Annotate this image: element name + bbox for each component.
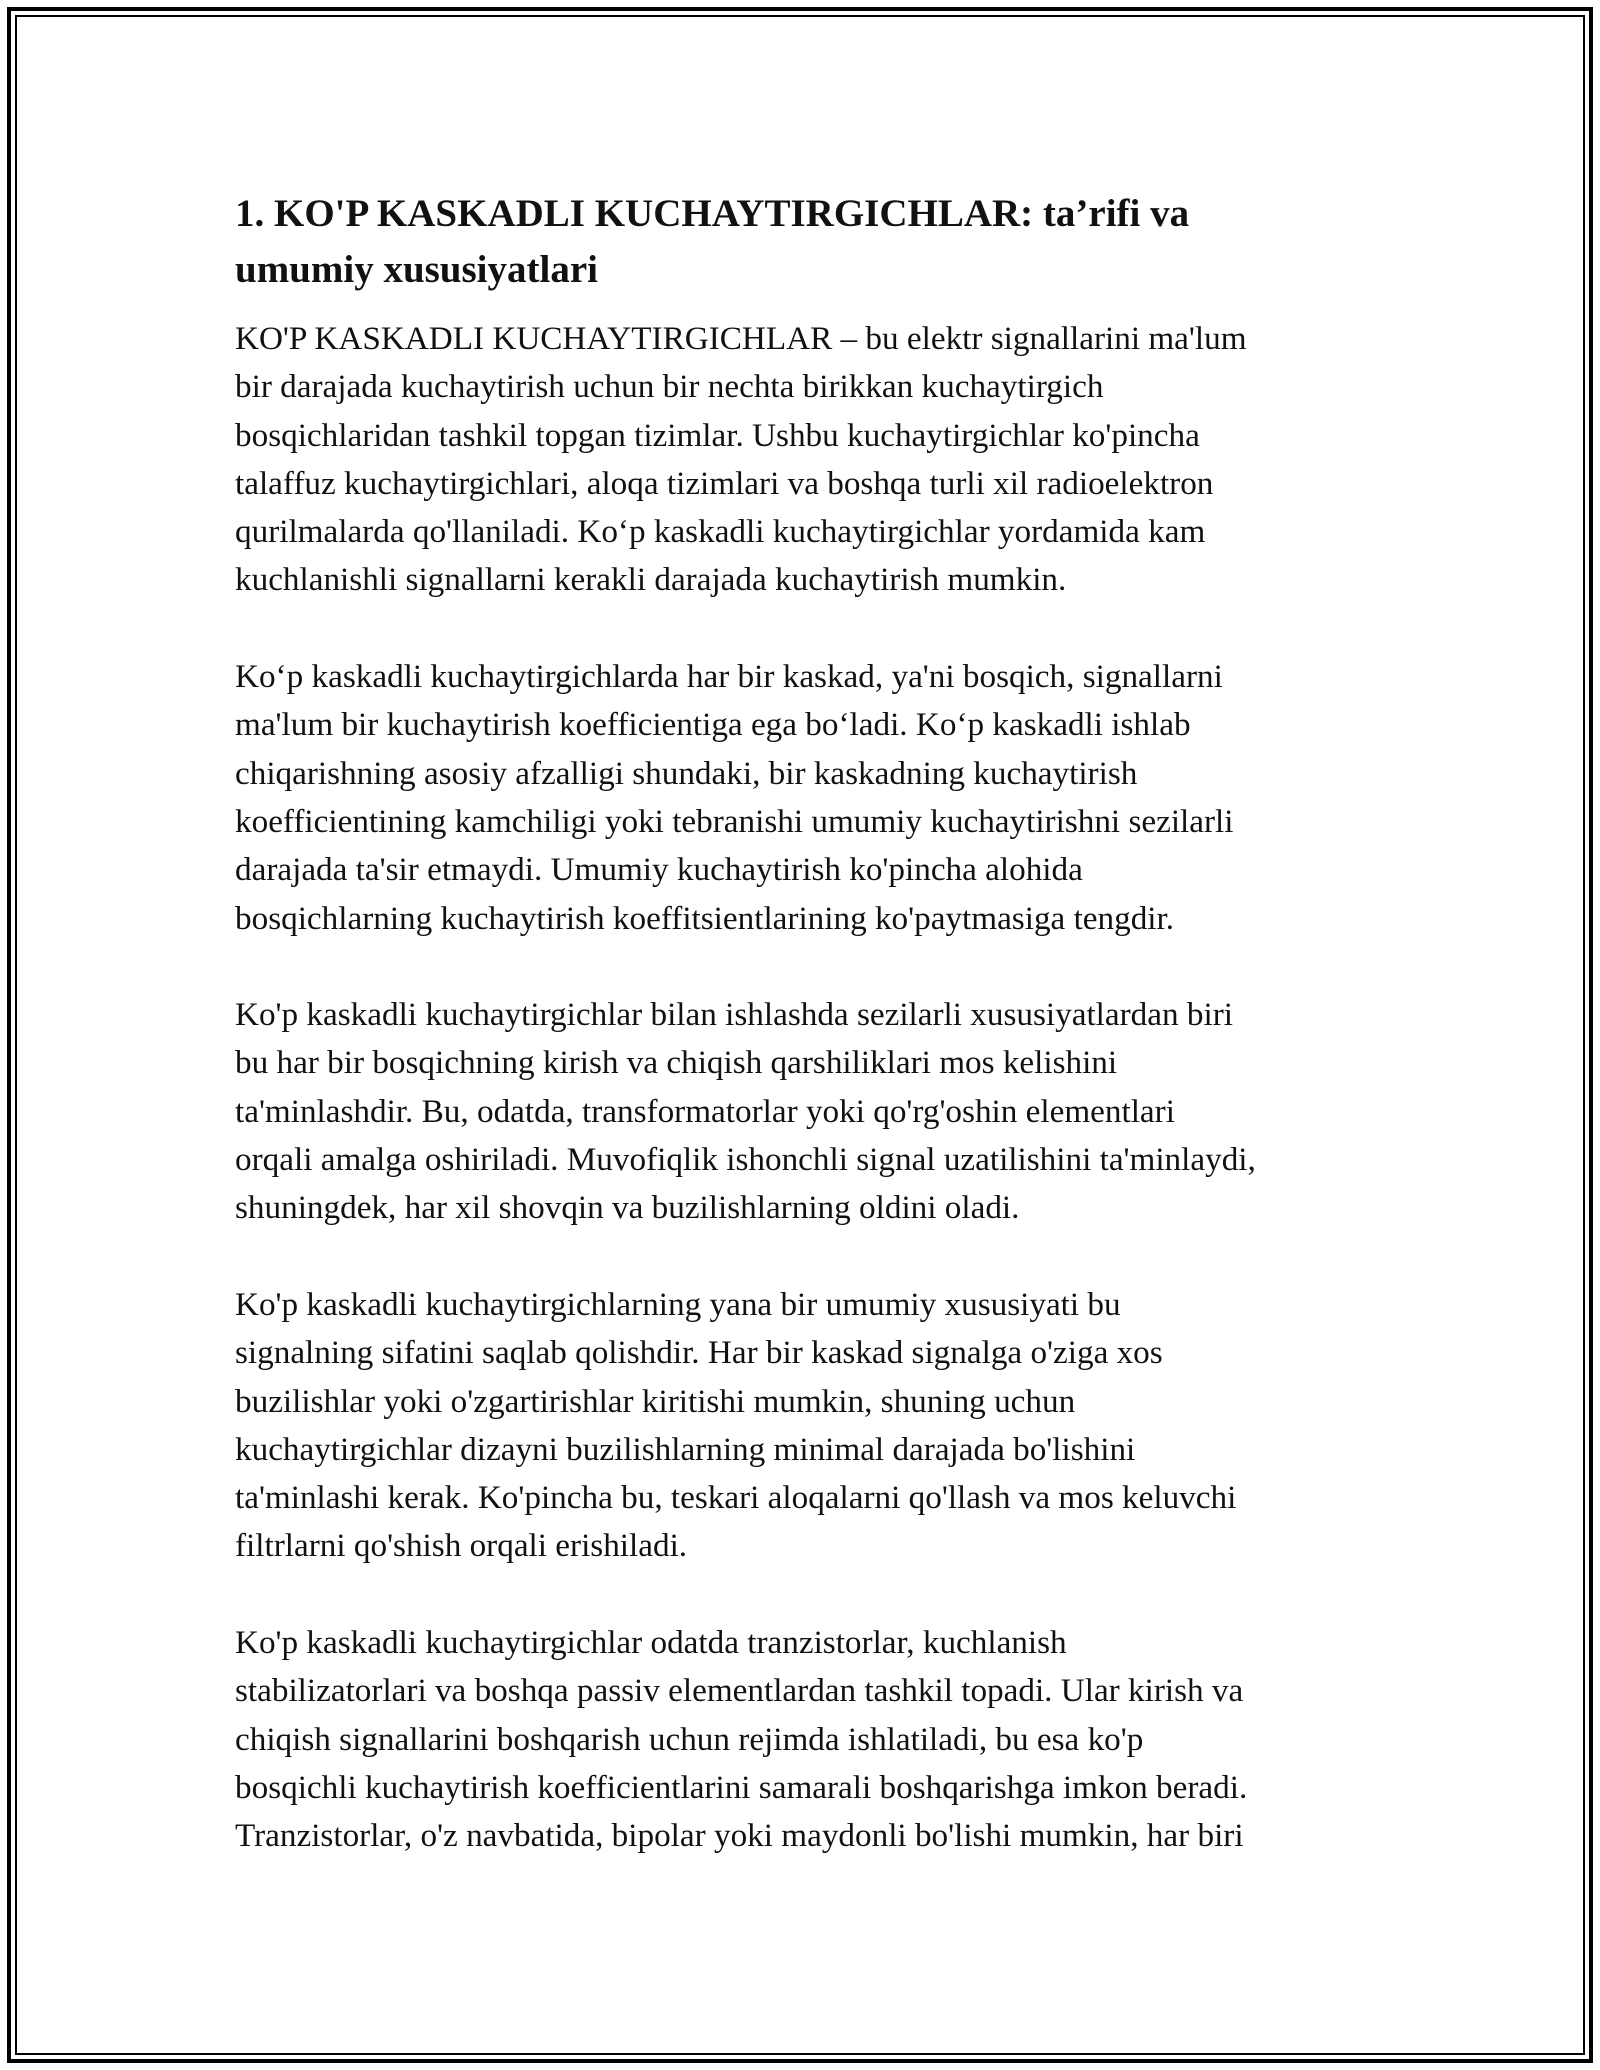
- paragraph-line: orqali amalga oshiriladi. Muvofiqlik ishonchli signal uzatilishini ta'minlaydi,: [235, 1141, 1256, 1179]
- paragraph-line: kuchlanishli signallarni kerakli darajada kuchaytirish mumkin.: [235, 561, 1067, 599]
- heading-line: 1. KO'P KASKADLI KUCHAYTIRGICHLAR: ta’rifi va: [235, 192, 1190, 235]
- paragraph-line: Ko'p kaskadli kuchaytirgichlarning yana bir umumiy xususiyati bu: [235, 1285, 1121, 1323]
- paragraph-line: filtrlarni qo'shish orqali erishiladi.: [235, 1527, 688, 1565]
- paragraph-line: bosqichlarning kuchaytirish koeffitsientlarining ko'paytmasiga tengdir.: [235, 899, 1175, 937]
- paragraph-line: Ko'p kaskadli kuchaytirgichlar bilan ishlashda sezilarli xususiyatlardan biri: [235, 996, 1233, 1034]
- paragraph-line: qurilmalarda qo'llaniladi. Koʻp kaskadli kuchaytirgichlar yordamida kam: [235, 513, 1206, 551]
- paragraph-line: bir darajada kuchaytirish uchun bir nechta birikkan kuchaytirgich: [235, 368, 1104, 406]
- paragraph-line: kuchaytirgichlar dizayni buzilishlarning minimal darajada bo'lishini: [235, 1430, 1136, 1468]
- paragraph-line: stabilizatorlari va boshqa passiv elementlardan tashkil topadi. Ular kirish va: [235, 1672, 1244, 1710]
- paragraph-line: koefficientining kamchiligi yoki tebranishi umumiy kuchaytirishni sezilarli: [235, 802, 1234, 840]
- paragraph-line: chiqish signallarini boshqarish uchun rejimda ishlatiladi, bu esa ko'p: [235, 1720, 1144, 1758]
- paragraph-line: bu har bir bosqichning kirish va chiqish qarshiliklari mos kelishini: [235, 1044, 1118, 1082]
- paragraph-line: Tranzistorlar, o'z navbatida, bipolar yoki maydonli bo'lishi mumkin, har biri: [235, 1817, 1244, 1855]
- heading-line: umumiy xususiyatlari: [235, 248, 598, 291]
- paragraph-line: KO'P KASKADLI KUCHAYTIRGICHLAR – bu elektr signallarini ma'lum: [235, 320, 1247, 357]
- paragraph-line: signalning sifatini saqlab qolishdir. Har bir kaskad signalga o'ziga xos: [235, 1334, 1163, 1372]
- paragraph: [235, 1619, 1375, 1860]
- paragraph-line: ta'minlashdir. Bu, odatda, transformatorlar yoki qo'rg'oshin elementlari: [235, 1092, 1175, 1130]
- paragraph-line: bosqichlaridan tashkil topgan tizimlar. Ushbu kuchaytirgichlar ko'pincha: [235, 416, 1200, 454]
- paragraph-line: darajada ta'sir etmaydi. Umumiy kuchaytirish ko'pincha alohida: [235, 851, 1083, 889]
- paragraph-line: shuningdek, har xil shovqin va buzilishlarning oldini oladi.: [235, 1189, 1020, 1227]
- paragraph-line: Ko'p kaskadli kuchaytirgichlar odatda tranzistorlar, kuchlanish: [235, 1624, 1067, 1662]
- paragraph-line: Koʻp kaskadli kuchaytirgichlarda har bir kaskad, ya'ni bosqich, signallarni: [235, 658, 1223, 696]
- section-heading: [235, 186, 1375, 298]
- paragraph-line: chiqarishning asosiy afzalligi shundaki, bir kaskadning kuchaytirish: [235, 754, 1138, 792]
- paragraph-line: buzilishlar yoki o'zgartirishlar kiritishi mumkin, shuning uchun: [235, 1382, 1076, 1420]
- paragraph-line: ta'minlashi kerak. Ko'pincha bu, teskari aloqalarni qo'llash va mos keluvchi: [235, 1479, 1237, 1517]
- paragraph-line: talaffuz kuchaytirgichlari, aloqa tizimlari va boshqa turli xil radioelektron: [235, 464, 1214, 502]
- paragraph: [235, 315, 1375, 605]
- paragraph: [235, 653, 1375, 943]
- paragraph-line: ma'lum bir kuchaytirish koefficientiga ega boʻladi. Koʻp kaskadli ishlab: [235, 706, 1191, 744]
- document-content: [235, 186, 1375, 1909]
- paragraph-line: bosqichli kuchaytirish koefficientlarini samarali boshqarishga imkon beradi.: [235, 1768, 1248, 1806]
- paragraph: [235, 991, 1375, 1232]
- paragraph: [235, 1281, 1375, 1571]
